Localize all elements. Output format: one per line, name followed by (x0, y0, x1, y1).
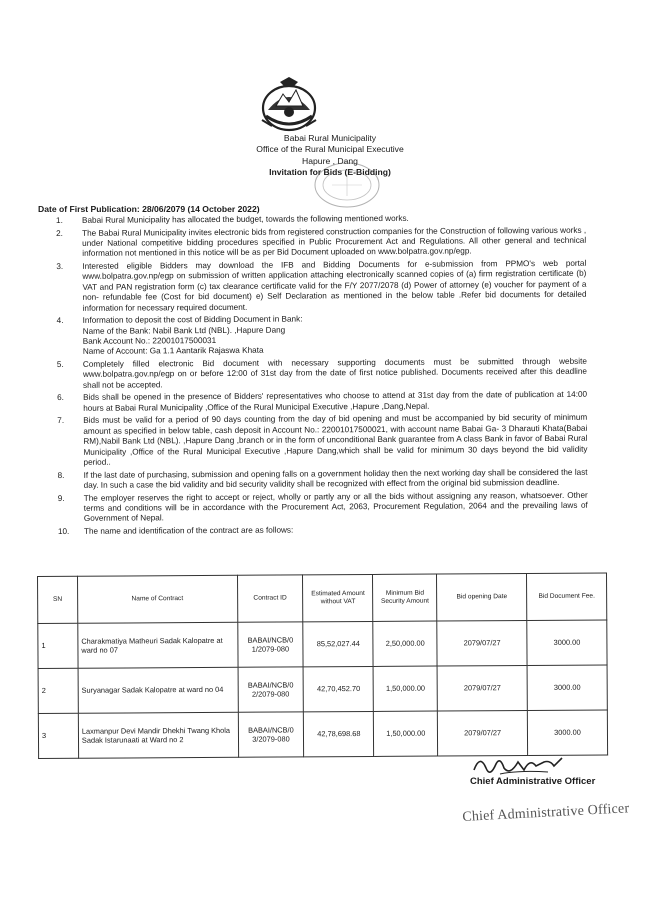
bank-name: Name of the Bank: Nabil Bank Ltd (NBL). ,Hapure Dang (82, 325, 286, 336)
item-number: 6. (57, 393, 64, 403)
item-text: Bids shall be opened in the presence of Bidders' representatives who choose to attend at 31st day from the date of publication at 14:00 hours at Babai Rural Municipality ,Office of the Rural Municipal Executive ,Hapure ,Dang,Nepal. (83, 390, 588, 413)
bank-account-number: Bank Account No.: 22001017500031 (82, 336, 217, 346)
list-item (57, 313, 587, 358)
table-cell: 1 (38, 623, 78, 668)
contract-table (37, 573, 608, 759)
table-cell: BABAI/NCB/0 3/2079-080 (238, 712, 304, 757)
table-cell: 2079/07/27 (437, 621, 527, 667)
list-item (56, 213, 586, 227)
table-cell: Suryanagar Sadak Kalopatre at ward no 04 (78, 667, 238, 713)
office-name: Office of the Rural Municipal Executive (256, 144, 404, 155)
list-item (56, 259, 586, 314)
column-header: Minimum Bid Security Amount (373, 574, 437, 621)
list-item (57, 413, 587, 468)
item-text: Completely filled electronic Bid document with necessary supporting documents must be submitted through website www.bolpatra.gov.np/egp on or before 12:00 of 31st day from the date of first notice published. Documents received after this deadline shall not be accepted. (82, 356, 587, 390)
table-cell: 3000.00 (527, 665, 607, 710)
table-cell: Charakmatiya Matheuri Sadak Kalopatre at ward no 07 (78, 622, 238, 668)
item-number: 10. (57, 526, 70, 537)
list-item (58, 490, 588, 524)
table-header-row (38, 573, 607, 623)
table-cell: BABAI/NCB/0 1/2079-080 (237, 622, 303, 667)
column-header: Bid Document Fee. (527, 573, 607, 620)
table-cell: 2,50,000.00 (373, 621, 437, 666)
column-header: Name of Contract (77, 575, 237, 623)
item-text: Information to deposit the cost of Bidding Document in Bank: (82, 314, 303, 326)
table-cell: Laxmanpur Devi Mandir Dhekhi Twang Khola Sadak Istarunaati at Ward no 2 (78, 712, 238, 758)
table-row (38, 665, 607, 713)
notice-items (56, 213, 588, 540)
publication-date: Date of First Publication: 28/06/2079 (14 October 2022) (38, 204, 260, 214)
table-cell: 3000.00 (527, 620, 607, 665)
item-text: Bids must be valid for a period of 90 days counting from the day of bid opening and must be accompanied by bid security of minimum amount as specified in below table, cash deposit in Account No.: 22001017500021, with account name Babai Ga- 3 Dharauti Khata(Babai RM),Nabil Bank Ltd (NBL). ,Hapure Dang ,branch or in the form of unconditional Bank guarantee from A class Bank in favor of Babai Rural Municipality ,Office of the Rural Municipal Executive ,Hapure Dang,which shall be valid for minimum 30 days beyond the bid validity period.. (83, 413, 588, 467)
list-item (56, 225, 586, 259)
item-number: 4. (56, 316, 64, 326)
table-cell: 2079/07/27 (438, 711, 528, 757)
table-cell: 1,50,000.00 (373, 666, 437, 711)
table-cell: 2079/07/27 (437, 666, 527, 712)
table-cell: 3 (38, 713, 78, 758)
item-text: Babai Rural Municipality has allocated the budget, towards the following mentioned works. (81, 213, 409, 225)
item-number: 1. (56, 215, 63, 225)
column-header: SN (38, 576, 78, 623)
table-cell: 1,50,000.00 (374, 711, 438, 756)
office-seal-stamp (312, 160, 382, 210)
item-text: If the last date of purchasing, submission and opening falls on a government holiday then the next working day shall be considered the last day. In such a case the bid validity and bid security validity shall be recognized with effect from the original bid submission deadline. (83, 467, 588, 490)
table-row (38, 620, 607, 668)
item-number: 2. (56, 228, 63, 238)
list-item (58, 524, 588, 538)
bank-account-name: Name of Account: Ga 1.1 Aantarik Rajaswa Khata (82, 346, 264, 357)
column-header: Bid opening Date (437, 574, 527, 622)
item-text: The name and identification of the contract are as follows: (83, 525, 294, 536)
item-number: 8. (57, 470, 65, 480)
table-cell: 85,52,027.44 (303, 621, 373, 666)
item-number: 7. (57, 416, 65, 426)
list-item (57, 390, 587, 414)
item-number: 5. (56, 359, 64, 370)
contract-table-wrapper (37, 573, 608, 759)
signatory-title: Chief Administrative Officer (470, 776, 596, 787)
column-header: Contract ID (237, 575, 303, 622)
table-cell: 42,70,452.70 (303, 666, 373, 711)
item-text: Interested eligible Bidders may download the IFB and Bidding Documents for e-submission from PPMO's web portal www.bolpatra.gov.np/egp on submission of written application attaching electronically scanned copies of (a) firm registration certificate (b) VAT and PAN registration form (c) tax clearance certificate valid for the F/Y 2077/2078 (d) Power of attorney (e) voucher for payment of a non- refundable fee (Cost for bid document) e) Self Declaration as mentioned in the below table .Refer bid documents for detailed information for necessary required document. (82, 258, 587, 313)
nepal-emblem-icon (258, 76, 320, 134)
table-cell: BABAI/NCB/0 2/2079-080 (238, 667, 304, 712)
item-number: 3. (56, 261, 64, 271)
signatory-stamp: Chief Administrative Officer (462, 801, 630, 825)
table-cell: 3000.00 (527, 710, 607, 755)
office-location: Hapure , Dang (302, 155, 358, 166)
column-header: Estimated Amount without VAT (303, 574, 373, 621)
item-number: 9. (57, 493, 65, 503)
table-cell: 2 (38, 668, 78, 713)
item-text: The employer reserves the right to accept or reject, wholly or partly any or all the bids without assigning any reason, whatsoever. Other terms and conditions will be in accordance with the Procurement Act, 2063, Procurement Regulation, 2064 and the prevailing laws of Government of Nepal. (83, 490, 588, 524)
list-item (57, 357, 587, 391)
municipality-name: Babai Rural Municipality (283, 133, 377, 143)
item-text: The Babai Rural Municipality invites electronic bids from registered construction companies for the Construction of following various works , under National competitive bidding procedures specified in Public Procurement Act and Regulations. All other general and technical information not mentioned in this notice will be as per Bid Document uploaded on www.bolpatra.gov.np/egp. (82, 225, 587, 259)
notice-title: Invitation for Bids (E-Bidding) (269, 167, 391, 178)
list-item (58, 467, 588, 491)
table-cell: 42,78,698.68 (304, 711, 374, 756)
